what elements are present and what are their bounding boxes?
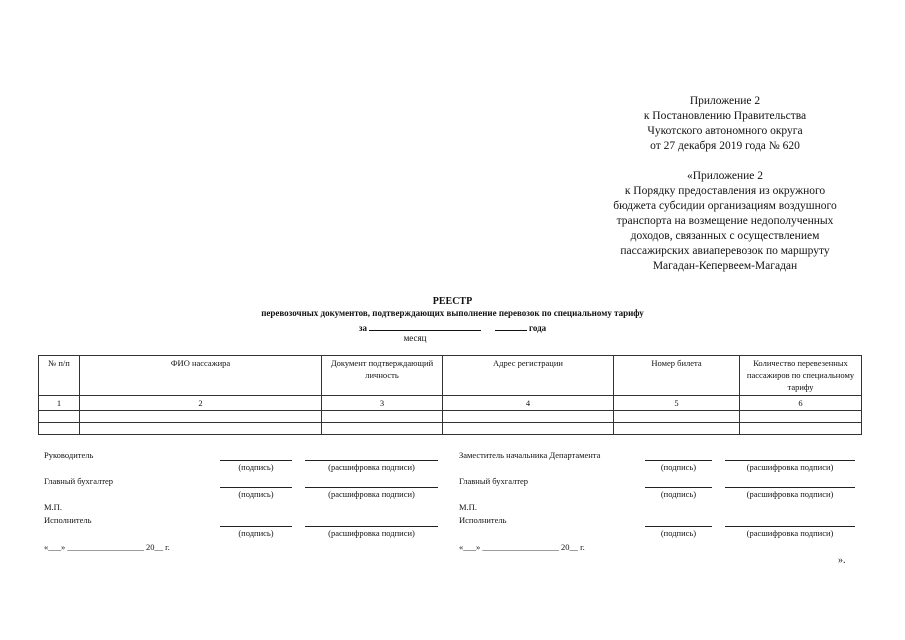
month-field[interactable] [369, 320, 481, 331]
annex-line: пассажирских авиаперевозок по маршруту [620, 245, 830, 257]
decoding-caption: (расшифровка подписи) [746, 489, 834, 499]
right-date-field[interactable]: «___» __________________ 20__ г. [459, 542, 585, 552]
col-number: 1 [39, 396, 80, 411]
signature-line[interactable] [220, 526, 292, 527]
register-table [38, 355, 862, 435]
signature-caption: (подпись) [660, 528, 697, 538]
register-title: РЕЕСТР [432, 296, 473, 307]
table-row[interactable] [39, 411, 862, 423]
annex-line: доходов, связанных с осуществлением [630, 230, 820, 242]
signature-caption: (подпись) [660, 462, 697, 472]
col-number: 3 [322, 396, 443, 411]
col-header: Номер билета [614, 356, 740, 396]
table-number-row [39, 396, 862, 411]
col-header: № п/п [39, 356, 80, 396]
decoding-line[interactable] [725, 526, 855, 527]
table-cell[interactable] [443, 411, 614, 423]
year-field[interactable] [495, 320, 527, 331]
procedure-annex-header [575, 169, 875, 274]
table-cell[interactable] [614, 411, 740, 423]
closing-quote: ». [838, 555, 846, 566]
decoding-line[interactable] [305, 487, 438, 488]
table-cell[interactable] [39, 411, 80, 423]
annex-line: Магадан-Кепервеем-Магадан [652, 260, 798, 272]
decoding-caption: (расшифровка подписи) [746, 462, 834, 472]
table-cell[interactable] [614, 423, 740, 435]
left-date-field[interactable]: «___» __________________ 20__ г. [44, 542, 170, 552]
decoding-caption: (расшифровка подписи) [328, 462, 415, 472]
table-cell[interactable] [322, 423, 443, 435]
period-za-label: за [358, 323, 367, 333]
signature-line[interactable] [220, 460, 292, 461]
annex-line: от 27 декабря 2019 года № 620 [650, 140, 800, 152]
signature-line[interactable] [220, 487, 292, 488]
left-stamp-label: М.П. [44, 502, 62, 512]
annex-line: бюджета субсидии организациям воздушного [613, 200, 837, 212]
table-cell[interactable] [740, 411, 862, 423]
table-cell[interactable] [80, 423, 322, 435]
month-caption: месяц [403, 333, 427, 343]
col-number: 2 [80, 396, 322, 411]
signature-caption: (подпись) [238, 462, 274, 472]
table-cell[interactable] [443, 423, 614, 435]
table-cell[interactable] [80, 411, 322, 423]
decoding-caption: (расшифровка подписи) [328, 528, 415, 538]
table-row[interactable] [39, 423, 862, 435]
signature-line[interactable] [645, 460, 712, 461]
register-period [0, 320, 905, 333]
decoding-line[interactable] [305, 526, 438, 527]
col-number: 5 [614, 396, 740, 411]
left-head-label: Руководитель [44, 450, 94, 460]
table-cell[interactable] [322, 411, 443, 423]
annex-line: Приложение 2 [689, 95, 761, 107]
decoding-line[interactable] [305, 460, 438, 461]
annex-line: транспорта на возмещение недополученных [616, 215, 834, 227]
col-number: 4 [443, 396, 614, 411]
signature-caption: (подпись) [660, 489, 697, 499]
left-chief-accountant-label: Главный бухгалтер [44, 476, 114, 486]
signature-line[interactable] [645, 526, 712, 527]
signature-line[interactable] [645, 487, 712, 488]
signature-caption: (подпись) [238, 489, 274, 499]
right-chief-accountant-label: Главный бухгалтер [459, 476, 529, 486]
decoding-caption: (расшифровка подписи) [328, 489, 415, 499]
annex-line: Чукотского автономного округа [647, 125, 803, 137]
period-goda-label: года [528, 323, 547, 333]
col-number: 6 [740, 396, 862, 411]
right-executor-label: Исполнитель [459, 515, 507, 525]
right-stamp-label: М.П. [459, 502, 477, 512]
col-header: Количество перевезенных пассажиров по специальному тарифу [740, 356, 862, 396]
annex-line: «Приложение 2 [686, 170, 764, 182]
left-executor-label: Исполнитель [44, 515, 92, 525]
col-header: Адрес регистрации [443, 356, 614, 396]
decoding-caption: (расшифровка подписи) [746, 528, 834, 538]
table-cell[interactable] [39, 423, 80, 435]
table-cell[interactable] [740, 423, 862, 435]
decoding-line[interactable] [725, 460, 855, 461]
col-header: ФИО нассажира [80, 356, 322, 396]
annex-header [575, 94, 875, 154]
table-header-row [39, 356, 862, 396]
right-head-label: Заместитель начальника Департамента [459, 450, 601, 460]
annex-line: к Постановлению Правительства [643, 110, 807, 122]
decoding-line[interactable] [725, 487, 855, 488]
annex-line: к Порядку предоставления из окружного [624, 185, 826, 197]
register-subtitle: перевозочных документов, подтверждающих выполнение перевозок по специальному тарифу [261, 308, 644, 318]
signature-caption: (подпись) [238, 528, 274, 538]
col-header: Документ подтверждающий личность [322, 356, 443, 396]
